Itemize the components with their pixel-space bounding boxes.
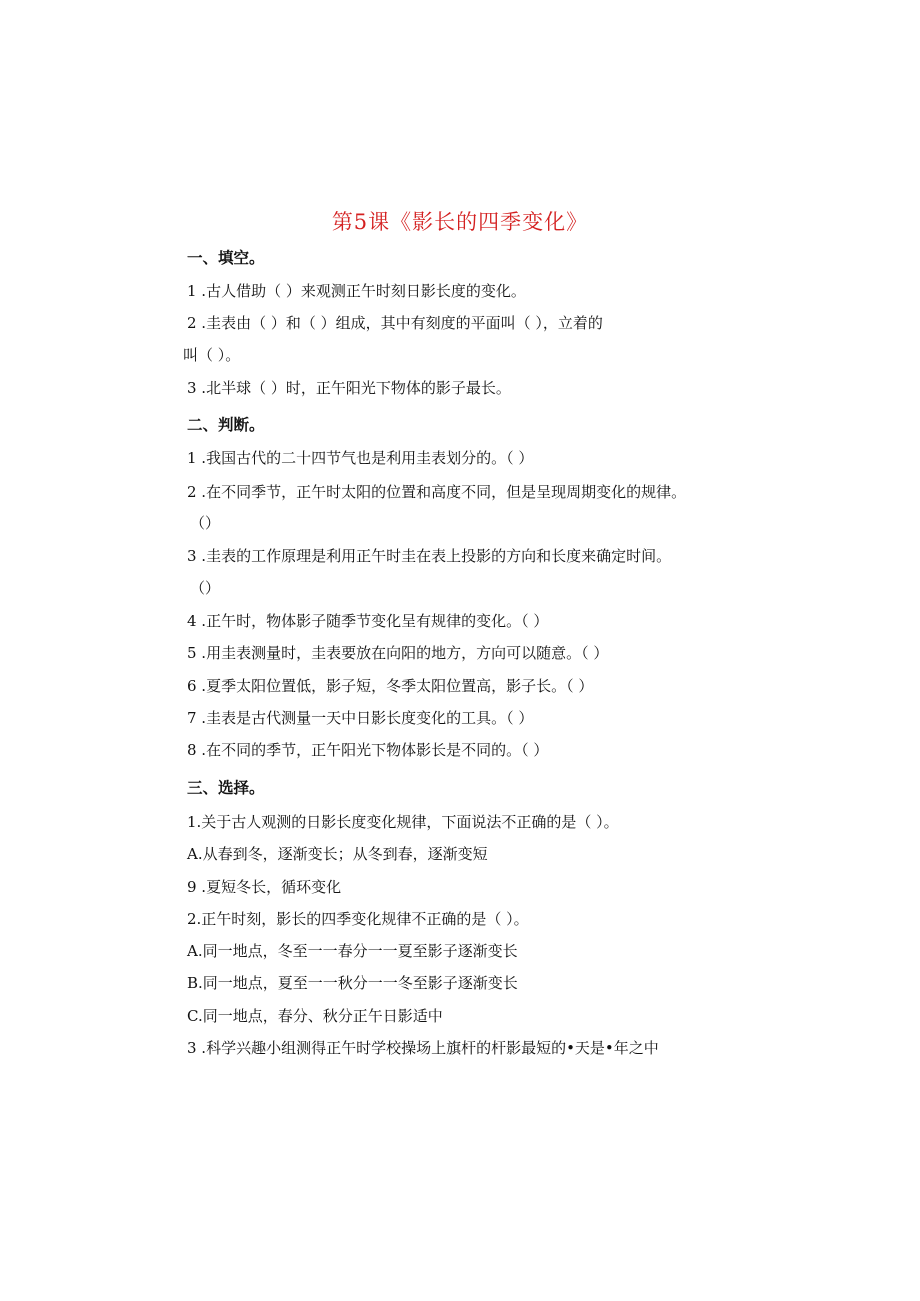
fill-question-1: 1 .古人借助（ ）来观测正午时刻日影长度的变化。 [187, 282, 526, 300]
judge-question-1: 1 .我国古代的二十四节气也是利用圭表划分的。（ ） [187, 449, 534, 467]
choice-question-2-option-b: B.同一地点，夏至一一秋分一一冬至影子逐渐变长 [187, 974, 518, 992]
judge-question-3-paren: （） [190, 579, 221, 597]
judge-question-2-paren: （） [190, 514, 221, 532]
judge-question-4: 4 .正午时，物体影子随季节变化呈有规律的变化。（ ） [187, 612, 549, 630]
choice-question-1: 1.关于古人观测的日影长度变化规律，下面说法不正确的是（ ）。 [187, 813, 619, 831]
fill-question-2-cont: 叫（ ）。 [183, 346, 241, 364]
fill-question-3: 3 .北半球（ ）时，正午阳光下物体的影子最长。 [187, 379, 511, 397]
choice-question-1-option-b: 9 .夏短冬长，循环变化 [187, 878, 342, 896]
choice-question-2: 2.正午时刻，影长的四季变化规律不正确的是（ ）。 [187, 910, 529, 928]
section-heading-choice: 三、选择。 [187, 778, 265, 797]
judge-question-6: 6 .夏季太阳位置低，影子短，冬季太阳位置高，影子长。（ ） [187, 677, 594, 695]
judge-question-3: 3 .圭表的工作原理是利用正午时圭在表上投影的方向和长度来确定时间。 [187, 547, 672, 565]
judge-question-2: 2 .在不同季节，正午时太阳的位置和高度不同，但是呈现周期变化的规律。 [187, 483, 687, 501]
section-heading-fill: 一、填空。 [187, 248, 265, 267]
section-heading-judge: 二、判断。 [187, 415, 265, 434]
judge-question-8: 8 .在不同的季节，正午阳光下物体影长是不同的。（ ） [187, 741, 549, 759]
choice-question-2-option-a: A.同一地点，冬至一一春分一一夏至影子逐渐变长 [187, 942, 518, 960]
judge-question-5: 5 .用圭表测量时，圭表要放在向阳的地方，方向可以随意。（ ） [187, 644, 609, 662]
choice-question-1-option-a: A.从春到冬，逐渐变长；从冬到春，逐渐变短 [187, 845, 488, 863]
choice-question-2-option-c: C.同一地点，春分、秋分正午日影适中 [187, 1007, 443, 1025]
choice-question-3: 3 .科学兴趣小组测得正午时学校操场上旗杆的杆影最短的•天是•年之中 [187, 1039, 659, 1057]
fill-question-2: 2 .圭表由（ ）和（ ）组成，其中有刻度的平面叫（ ），立着的 [187, 314, 603, 332]
page-title: 第5课《影长的四季变化》 [331, 210, 589, 234]
judge-question-7: 7 .圭表是古代测量一天中日影长度变化的工具。（ ） [187, 709, 534, 727]
